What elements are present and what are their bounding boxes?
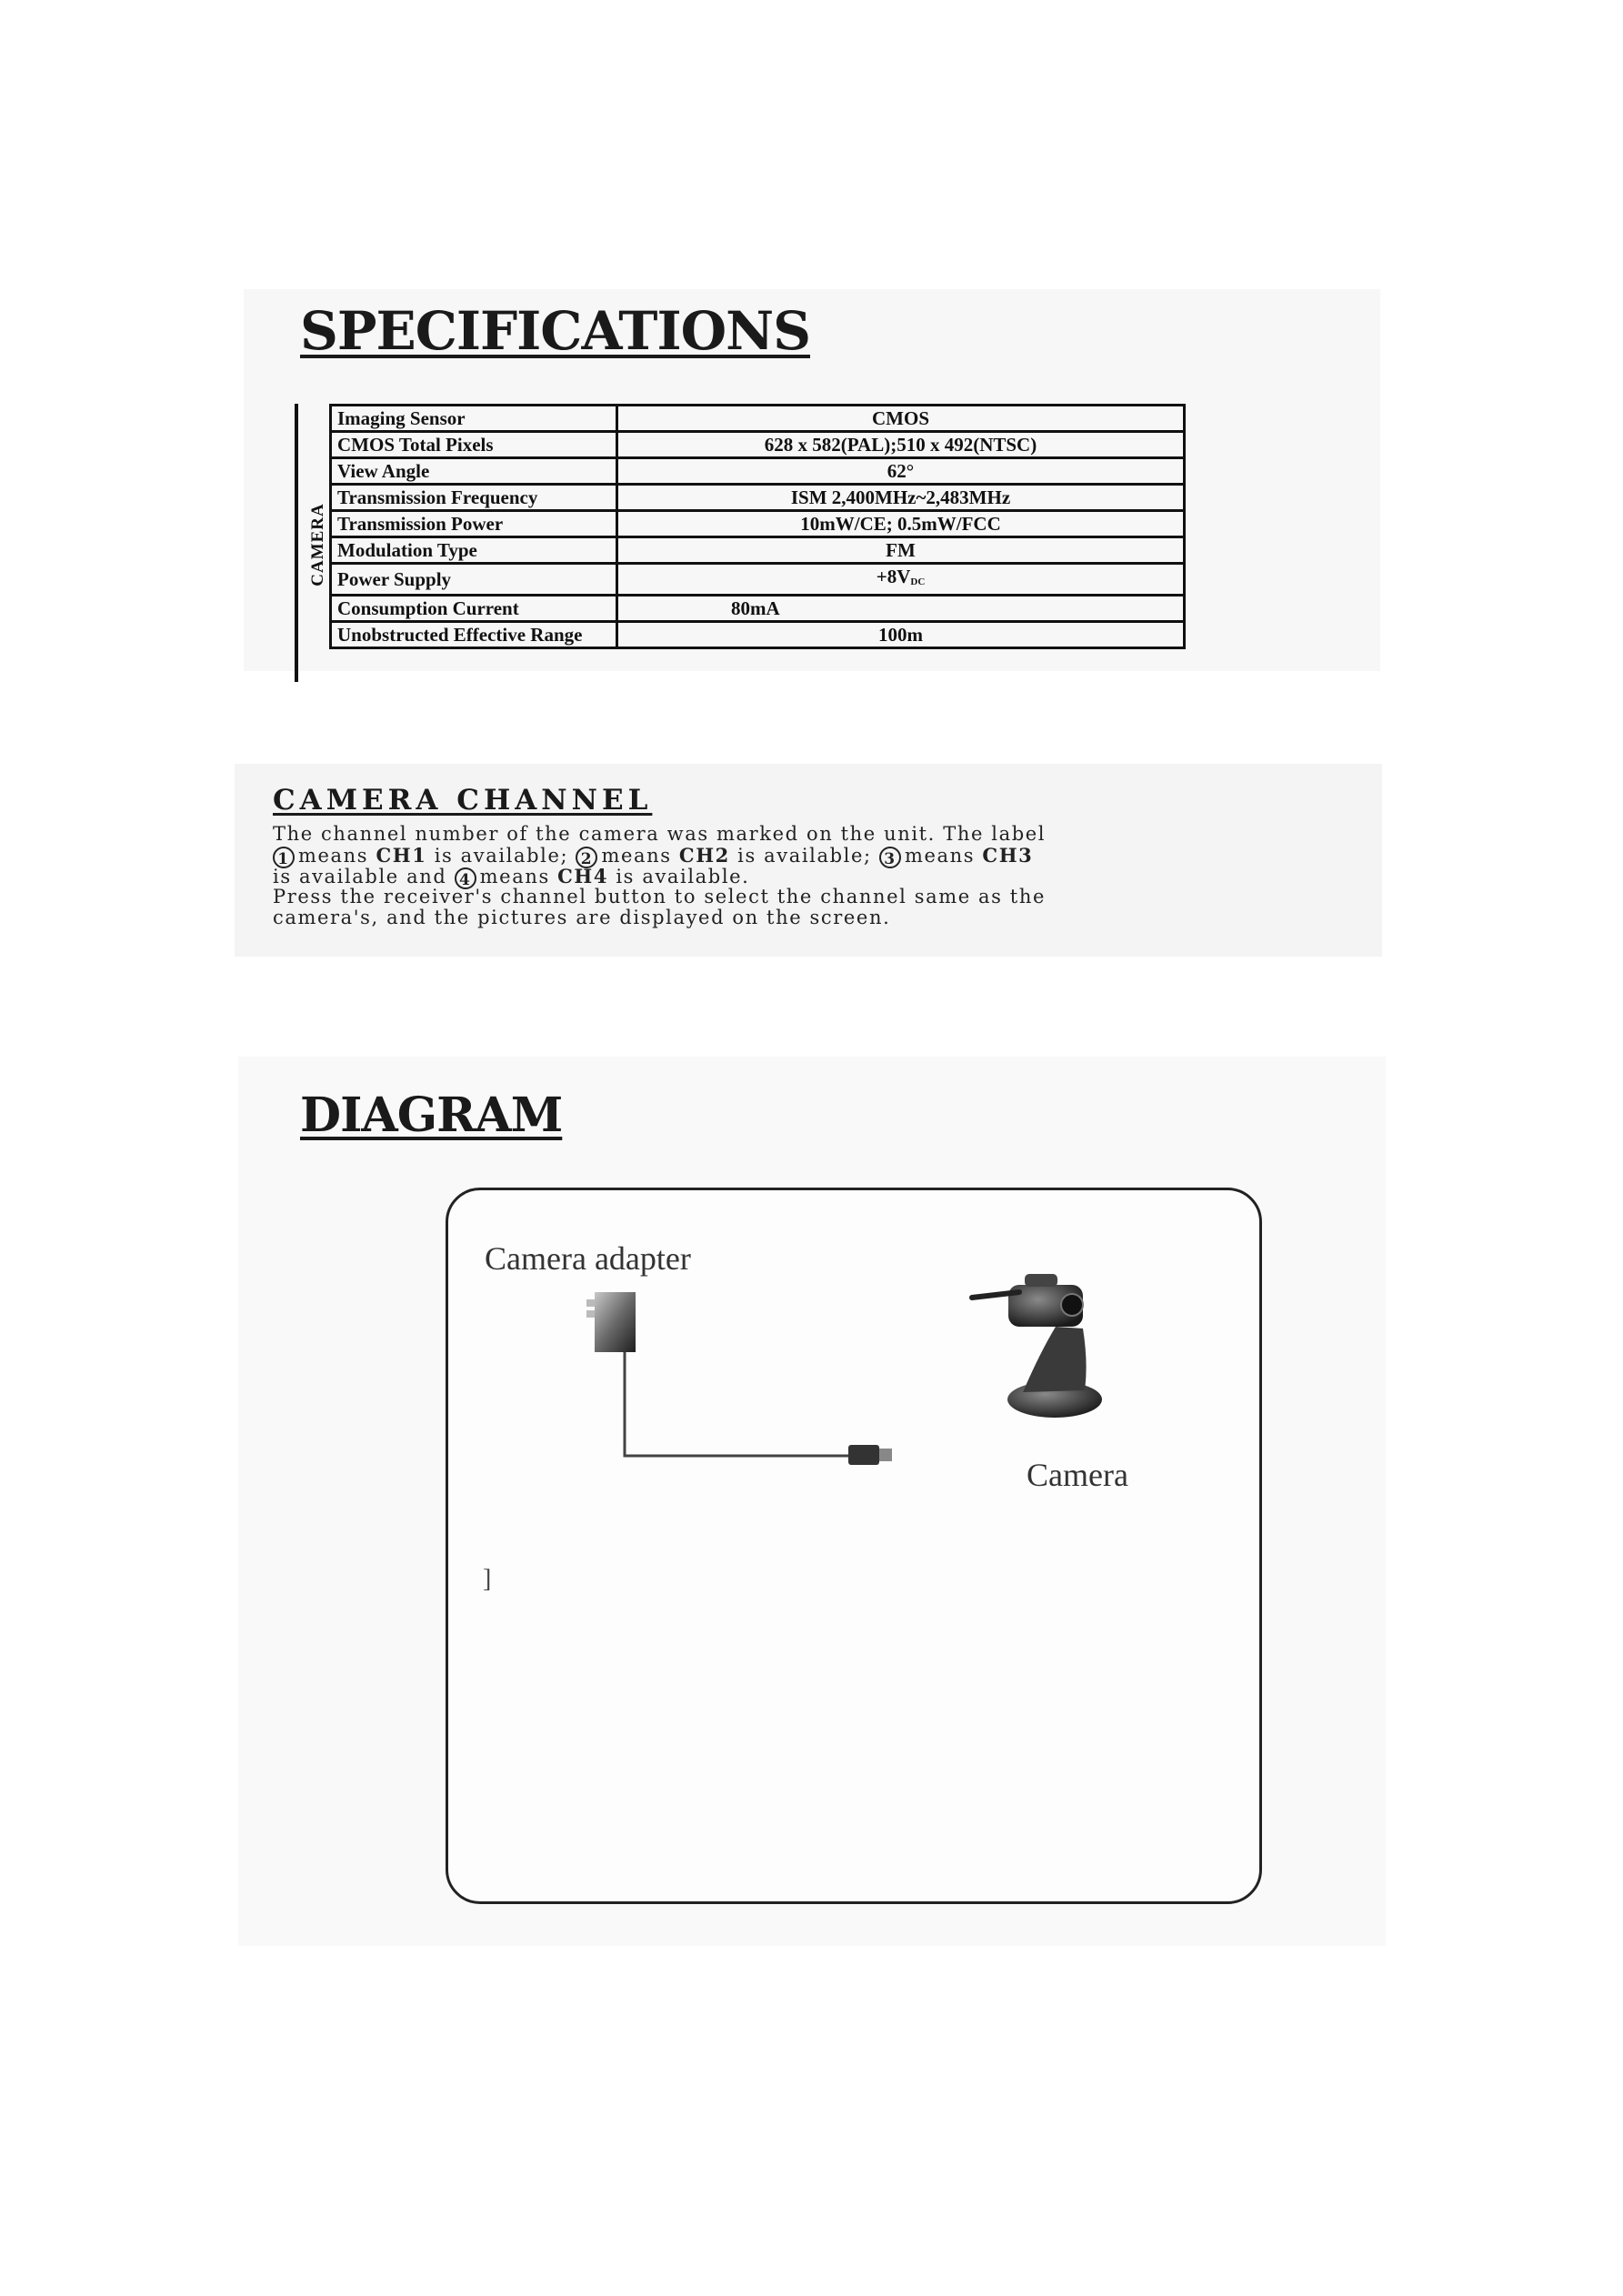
specifications-heading: SPECIFICATIONS xyxy=(300,300,811,362)
text-fragment: means xyxy=(601,845,679,867)
paragraph-line: Press the receiver's channel button to select the channel same as the xyxy=(273,886,1046,907)
power-value: +8V xyxy=(876,566,911,587)
spec-parameter: Unobstructed Effective Range xyxy=(331,622,617,648)
power-subscript: DC xyxy=(910,577,926,587)
camera-channel-heading: CAMERA CHANNEL xyxy=(273,784,653,817)
camera-label: Camera xyxy=(1027,1457,1128,1493)
channel-code: CH2 xyxy=(678,844,730,867)
spec-parameter: Imaging Sensor xyxy=(331,406,617,432)
table-row xyxy=(331,511,1185,537)
circled-number-1: 1 xyxy=(273,847,295,868)
text-fragment: means xyxy=(298,845,376,867)
text-fragment: is available; xyxy=(729,845,879,867)
stray-bracket-mark: ] xyxy=(483,1565,492,1593)
camera-side-column xyxy=(295,404,333,682)
specifications-table xyxy=(329,404,1186,649)
table-row xyxy=(331,596,1185,622)
channel-code: CH4 xyxy=(557,865,609,887)
diagram-illustration xyxy=(448,1190,1259,1901)
text-fragment: means xyxy=(479,866,558,887)
text-fragment: is available; xyxy=(426,845,576,867)
spec-value: ISM 2,400MHz~2,483MHz xyxy=(617,485,1185,511)
camera-channel-paragraph xyxy=(273,824,1373,928)
spec-parameter: View Angle xyxy=(331,458,617,485)
table-row xyxy=(331,432,1185,458)
spec-parameter: Transmission Power xyxy=(331,511,617,537)
spec-parameter: Power Supply xyxy=(331,564,617,596)
diagram-box xyxy=(446,1188,1262,1904)
spec-parameter: Transmission Frequency xyxy=(331,485,617,511)
table-row xyxy=(331,406,1185,432)
spec-value: 80mA xyxy=(617,596,1185,622)
spec-parameter: Consumption Current xyxy=(331,596,617,622)
dc-plug-icon xyxy=(848,1445,892,1465)
text-fragment: means xyxy=(904,845,983,867)
diagram-heading: DIAGRAM xyxy=(300,1088,563,1143)
spec-value-power xyxy=(617,564,1185,596)
spec-value: FM xyxy=(617,537,1185,564)
table-row xyxy=(331,622,1185,648)
channel-code: CH3 xyxy=(982,844,1034,867)
camera-icon xyxy=(972,1274,1102,1418)
text-fragment: is available and xyxy=(273,866,455,887)
specifications-table-container xyxy=(295,404,1186,682)
camera-adapter-label: Camera adapter xyxy=(485,1240,691,1277)
circled-number-4: 4 xyxy=(455,867,476,889)
spec-parameter: Modulation Type xyxy=(331,537,617,564)
table-row xyxy=(331,564,1185,596)
table-row xyxy=(331,485,1185,511)
spec-value: CMOS xyxy=(617,406,1185,432)
table-row xyxy=(331,537,1185,564)
circled-number-2: 2 xyxy=(576,847,597,868)
spec-value: 100m xyxy=(617,622,1185,648)
paragraph-line: camera's, and the pictures are displayed on the screen. xyxy=(273,907,891,928)
spec-value: 10mW/CE; 0.5mW/FCC xyxy=(617,511,1185,537)
circled-number-3: 3 xyxy=(879,847,901,868)
text-fragment: is available. xyxy=(608,866,750,887)
paragraph-line xyxy=(273,866,1373,887)
camera-side-label: CAMERA xyxy=(308,503,327,587)
channel-code: CH1 xyxy=(376,844,427,867)
paragraph-line: The channel number of the camera was marked on the unit. The label xyxy=(273,823,1047,845)
spec-value: 62° xyxy=(617,458,1185,485)
table-row xyxy=(331,458,1185,485)
power-adapter-icon xyxy=(586,1292,636,1352)
cable-line xyxy=(625,1352,850,1456)
spec-value: 628 x 582(PAL);510 x 492(NTSC) xyxy=(617,432,1185,458)
spec-parameter: CMOS Total Pixels xyxy=(331,432,617,458)
paragraph-line xyxy=(273,845,1373,866)
